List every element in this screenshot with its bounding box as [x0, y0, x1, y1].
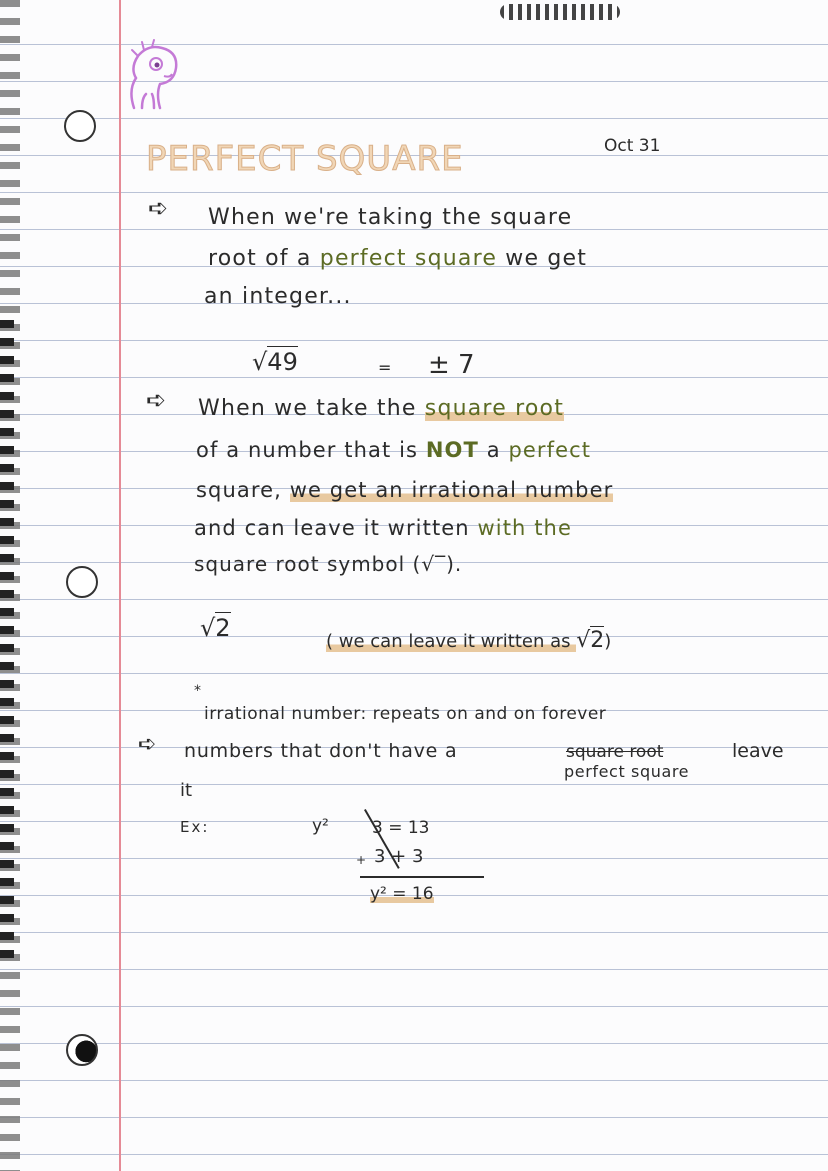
point2-line3 [196, 480, 613, 501]
ex-result: y² = 16 [370, 884, 434, 904]
crossed-out-text: square root [566, 742, 664, 762]
spiral-binding-shadow [0, 320, 14, 960]
page-title: PERFECT SQUARE [146, 139, 464, 179]
ex-row1-left: y² [312, 816, 329, 836]
point2-text: square, [196, 478, 290, 502]
point2-term: square root [424, 396, 565, 421]
note-text: ( we can leave it written as [326, 631, 577, 652]
punch-hole [66, 1034, 98, 1066]
point2-line2 [196, 440, 591, 461]
point1-line3: an integer... [204, 284, 352, 309]
point1-line2 [208, 248, 587, 270]
point2-line5: square root symbol (√‾). [194, 552, 463, 576]
ex-row2: 3 + 3 [374, 846, 424, 867]
point1-text: root of a [208, 246, 320, 271]
star-mark: * [194, 683, 201, 699]
point3-continuation: it [180, 780, 193, 801]
point2-text: When we take the [198, 396, 425, 421]
point2-term: with the [477, 516, 572, 540]
ex-label: Ex: [180, 818, 210, 836]
irrational-number-highlight: we get an irrational number [289, 478, 614, 502]
arrow-icon: ➪ [148, 194, 169, 222]
top-binding [500, 4, 620, 20]
point2-line1 [198, 398, 564, 420]
radicand-49: 49 [267, 348, 298, 376]
sqrt-icon: √ [200, 614, 216, 642]
punch-hole [64, 110, 96, 142]
point2-text: a [478, 438, 509, 462]
not-emphasis: NOT [425, 438, 479, 462]
equals-sign: = [378, 358, 392, 377]
dinosaur-doodle-icon [120, 38, 184, 116]
correction-text: perfect square [564, 762, 690, 781]
point2-line4 [194, 518, 572, 539]
margin-line [119, 0, 121, 1171]
point3-end: leave [732, 740, 784, 762]
plus-sign: + [356, 853, 367, 867]
point1-line1: When we're taking the square [208, 205, 573, 230]
note-radicand: 2 [590, 628, 605, 653]
sqrt-49 [252, 350, 298, 374]
sum-line [360, 876, 484, 878]
sqrt-2 [200, 616, 231, 640]
point2-term: perfect [508, 438, 592, 462]
result-plus-minus-7: ± 7 [428, 350, 475, 380]
point2-text: and can leave it written [194, 516, 478, 540]
sqrt-icon: √ [576, 628, 591, 653]
point2-text: of a number that is [196, 438, 426, 462]
example2-note [326, 630, 611, 652]
definition: irrational number: repeats on and on forever [204, 704, 607, 724]
note-close: ) [604, 631, 612, 652]
punch-hole [66, 566, 98, 598]
ex-row1-right: 3 = 13 [372, 818, 430, 838]
point3-text: numbers that don't have a [184, 740, 458, 762]
radicand-2: 2 [215, 614, 231, 642]
arrow-icon: ➪ [138, 732, 157, 757]
date: Oct 31 [604, 136, 661, 156]
point1-text-end: we get [497, 246, 588, 271]
arrow-icon: ➪ [146, 386, 167, 414]
sqrt-icon: √ [252, 348, 268, 376]
point1-term: perfect square [319, 246, 498, 271]
